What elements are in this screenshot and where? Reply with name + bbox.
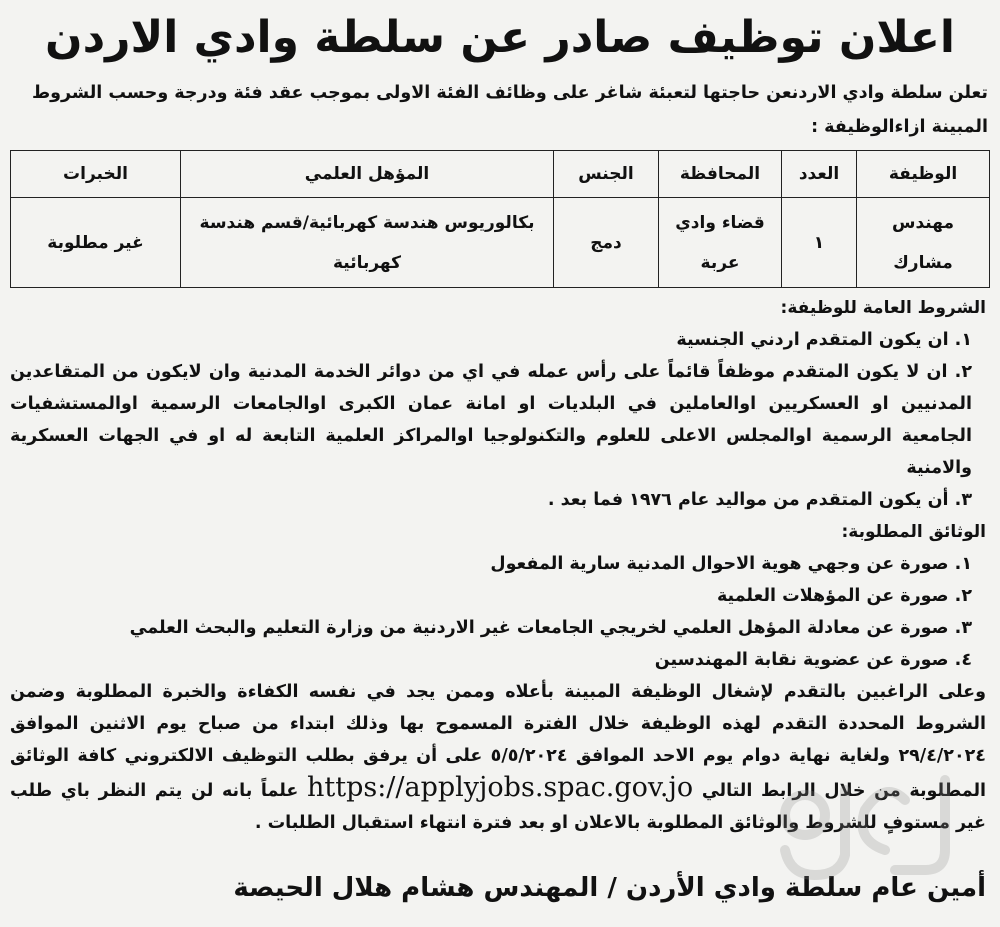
document-item: ٣. صورة عن معادلة المؤهل العلمي لخريجي الجامعات غير الاردنية من وزارة التعليم والبحث العلمي [129,618,972,638]
cell-governorate: قضاء وادي عربة [659,198,782,288]
cell-count: ١ [782,198,857,288]
table-row [11,198,990,288]
closing-text-part2: علماً بانه لن يتم النظر باي طلب غير مستوفٍ للشروط والوثائق المطلوبة بالاعلان او بعد فترة انتهاء استقبال الطلبات . [10,781,986,833]
intro-paragraph: تعلن سلطة وادي الاردنعن حاجتها لتعبئة شاغر على وظائف الفئة الاولى بموجب عقد فئة ودرجة وحسب الشروط المبينة ازاءالوظيفة : [31,83,988,137]
document-item: ٤. صورة عن عضوية نقابة المهندسين [654,650,972,670]
cell-experience: غير مطلوبة [11,198,181,288]
required-documents-heading: الوثائق المطلوبة: [841,522,986,542]
document-item: ١. صورة عن وجهي هوية الاحوال المدنية سارية المفعول [490,554,972,574]
header-experience: الخبرات [11,151,181,198]
table-header-row [11,151,990,198]
closing-paragraph [10,676,986,839]
header-count: العدد [782,151,857,198]
document-item: ٢. صورة عن المؤهلات العلمية [716,586,972,606]
header-gender: الجنس [554,151,659,198]
general-conditions-heading: الشروط العامة للوظيفة: [780,298,986,318]
jobs-table [10,150,990,288]
body-text [10,292,986,839]
closing-text-part1: وعلى الراغبين بالتقدم لإشغال الوظيفة المبينة بأعلاه وممن يجد في نفسه الكفاءة والخبرة المطلوبة وضمن الشروط المحددة التقدم لهذه الوظيفة خلال الفترة المسموح بها وذلك ابتداء من صباح يوم الاثنين الموافق ٢٩/٤/٢٠٢٤ ولغاية نهاية دوام يوم الاحد الموافق ٥/٥/٢٠٢٤ على أن يرفق بطلب التوظيف الالكتروني كافة الوثائق المطلوبة من خلال الرابط التالي [10,682,987,801]
cell-job: مهندس مشارك [857,198,990,288]
ad-title: اعلان توظيف صادر عن سلطة وادي الاردن [45,12,955,63]
signature-line: أمين عام سلطة وادي الأردن / المهندس هشام هلال الحيصة [233,873,986,903]
header-qualification: المؤهل العلمي [181,151,554,198]
condition-item: ١. ان يكون المتقدم اردني الجنسية [676,330,972,350]
header-job: الوظيفة [857,151,990,198]
condition-item: ٣. أن يكون المتقدم من مواليد عام ١٩٧٦ فما بعد . [547,490,972,510]
header-governorate: المحافظة [659,151,782,198]
condition-item: ٢. ان لا يكون المتقدم موظفاً قائماً على رأس عمله في اي من دوائر الخدمة المدنية وان لايكون من المتقاعدين المدنيين او العسكريين اوالعاملين في البلديات او امانة عمان الكبرى اوالجامعات الرسمية اوالمستشفيات الجامعية الرسمية اوالمجلس الاعلى للعلوم والتكنولوجيا اوالمراكز العلمية التابعة له او في الجهات العسكرية والامنية [10,362,972,478]
application-url-link[interactable]: https://applyjobs.spac.gov.jo [306,772,694,803]
cell-gender: دمج [554,198,659,288]
cell-qualification: بكالوريوس هندسة كهربائية/قسم هندسة كهربائية [181,198,554,288]
